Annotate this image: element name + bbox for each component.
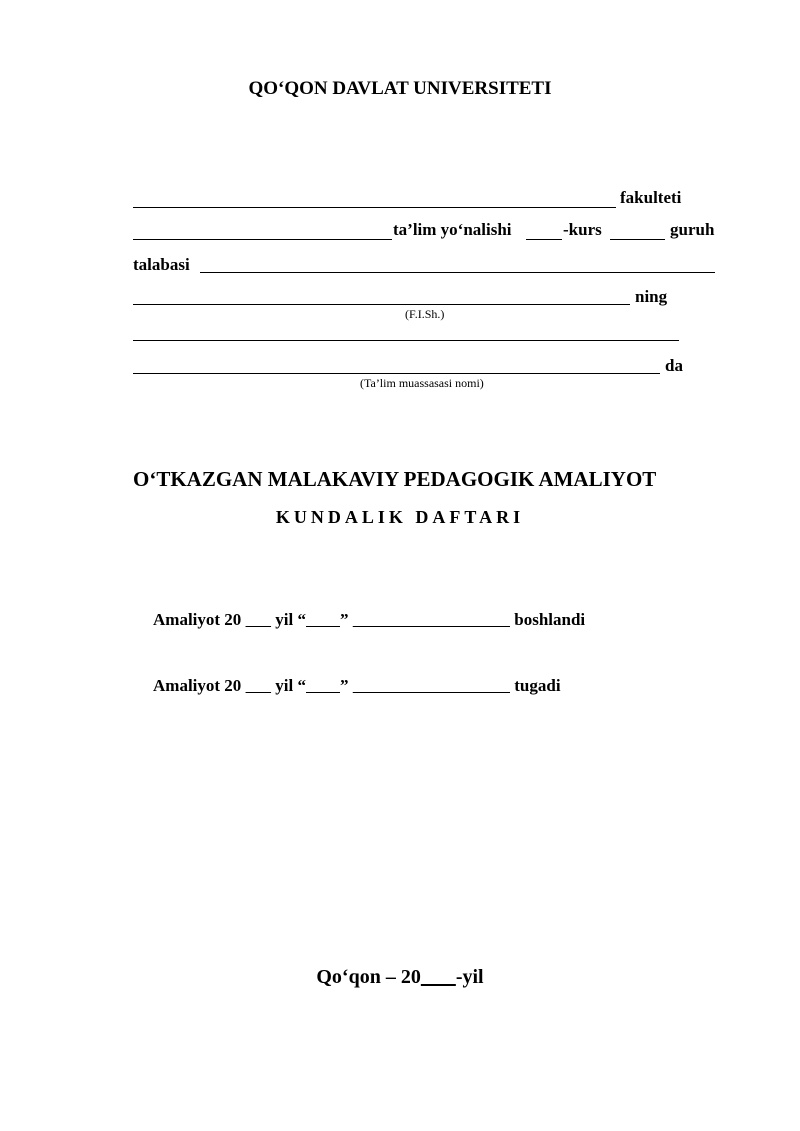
practice-title: O‘TKAZGAN MALAKAVIY PEDAGOGIK AMALIYOT <box>133 467 657 491</box>
end-yil: yil <box>275 676 294 695</box>
start-yil: yil <box>275 610 294 629</box>
practice-start-line <box>153 610 585 630</box>
start-month-blank[interactable] <box>353 610 510 629</box>
da-label: da <box>665 356 683 375</box>
direction-label: ta’lim yo‘nalishi <box>393 220 512 239</box>
direction-blank[interactable] <box>133 239 392 240</box>
end-open-quote: “ <box>297 676 306 695</box>
end-year-blank[interactable] <box>246 676 272 695</box>
group-blank[interactable] <box>610 239 665 240</box>
faculty-label: fakulteti <box>620 188 682 207</box>
student-label: talabasi <box>133 255 190 274</box>
name-blank[interactable] <box>133 304 630 305</box>
city-year-footer <box>0 966 800 989</box>
footer-suffix: -yil <box>455 966 484 988</box>
start-prefix: Amaliyot 20 <box>153 610 242 629</box>
ning-label: ning <box>635 287 668 306</box>
footer-city: Qo‘qon – 20 <box>316 966 421 988</box>
end-month-blank[interactable] <box>353 676 510 695</box>
extra-blank[interactable] <box>133 340 679 341</box>
start-day-blank[interactable] <box>306 610 340 629</box>
start-year-blank[interactable] <box>246 610 272 629</box>
course-blank[interactable] <box>526 239 562 240</box>
end-suffix: tugadi <box>514 676 561 695</box>
faculty-blank[interactable] <box>133 207 616 208</box>
diary-title: KUNDALIK DAFTARI <box>275 507 525 527</box>
footer-year-blank[interactable] <box>421 966 456 988</box>
start-suffix: boshlandi <box>514 610 586 629</box>
end-day-blank[interactable] <box>306 676 340 695</box>
institution-caption: (Ta’lim muassasasi nomi) <box>360 376 484 390</box>
group-label: guruh <box>670 220 715 239</box>
university-title: QO‘QON DAVLAT UNIVERSITETI <box>248 78 552 99</box>
end-close-quote: ” <box>340 676 349 695</box>
student-blank[interactable] <box>200 272 715 273</box>
fish-caption: (F.I.Sh.) <box>405 307 445 321</box>
practice-end-line <box>153 676 561 696</box>
end-prefix: Amaliyot 20 <box>153 676 242 695</box>
course-label: -kurs <box>563 220 602 239</box>
institution-blank[interactable] <box>133 373 660 374</box>
start-open-quote: “ <box>297 610 306 629</box>
start-close-quote: ” <box>340 610 349 629</box>
